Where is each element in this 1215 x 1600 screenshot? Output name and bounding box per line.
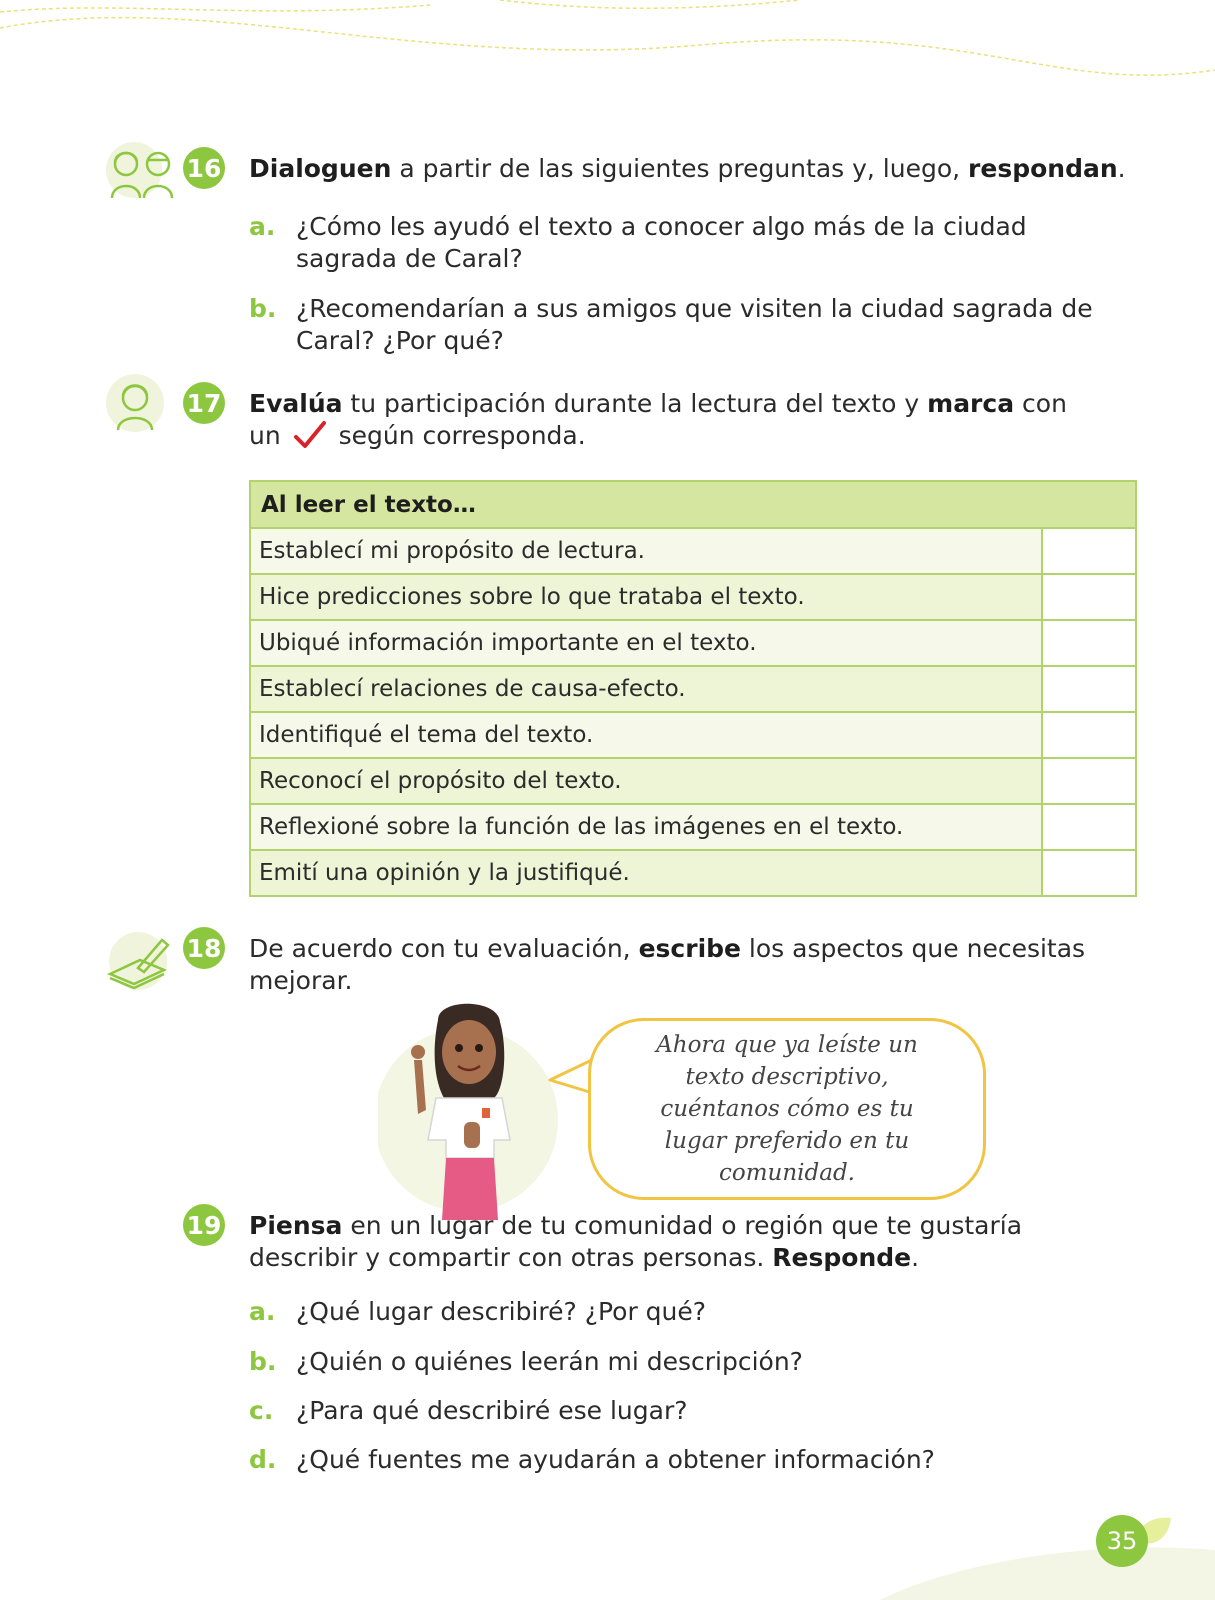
checkbox-cell[interactable] <box>1042 666 1136 712</box>
question-number-16: 16 <box>183 147 225 189</box>
checkbox-cell[interactable] <box>1042 712 1136 758</box>
checkbox-cell[interactable] <box>1042 528 1136 574</box>
question-number-19: 19 <box>183 1204 225 1246</box>
self-evaluation-table <box>249 480 1137 897</box>
bottom-decoration <box>0 1520 1215 1600</box>
checkbox-cell[interactable] <box>1042 758 1136 804</box>
table-row <box>250 712 1136 758</box>
checkbox-cell[interactable] <box>1042 850 1136 896</box>
criterion-cell: Reflexioné sobre la función de las imágenes en el texto. <box>250 804 1042 850</box>
checkbox-cell[interactable] <box>1042 804 1136 850</box>
checkbox-cell[interactable] <box>1042 620 1136 666</box>
individual-student-icon <box>104 372 166 434</box>
question-number-17: 17 <box>183 382 225 424</box>
question-18-stem: De acuerdo con tu evaluación, escribe los aspectos que necesitas mejorar. <box>249 934 1086 995</box>
top-decoration <box>0 0 1215 110</box>
criterion-cell: Reconocí el propósito del texto. <box>250 758 1042 804</box>
table-header: Al leer el texto… <box>250 481 1136 528</box>
criterion-cell: Emití una opinión y la justifiqué. <box>250 850 1042 896</box>
question-16-stem: Dialoguen a partir de las siguientes preguntas y, luego, respondan. <box>249 154 1126 183</box>
criterion-cell: Establecí mi propósito de lectura. <box>250 528 1042 574</box>
table-row <box>250 574 1136 620</box>
table-row <box>250 758 1136 804</box>
criterion-cell: Establecí relaciones de causa-efecto. <box>250 666 1042 712</box>
table-row <box>250 804 1136 850</box>
speech-bubble <box>588 1018 986 1200</box>
checkbox-cell[interactable] <box>1042 574 1136 620</box>
check-mark-icon <box>293 420 327 450</box>
criterion-cell: Identifiqué el tema del texto. <box>250 712 1042 758</box>
table-row <box>250 620 1136 666</box>
criterion-cell: Hice predicciones sobre lo que trataba el texto. <box>250 574 1042 620</box>
speech-bubble-text: Ahora que ya leíste un texto descriptivo, cuéntanos cómo es tu lugar preferido en tu comunidad. <box>656 1032 918 1186</box>
writing-notebook-icon <box>104 930 172 992</box>
table-row <box>250 850 1136 896</box>
table-row <box>250 666 1136 712</box>
pair-dialogue-icon <box>104 140 182 204</box>
question-number-18: 18 <box>183 927 225 969</box>
table-row <box>250 528 1136 574</box>
question-19-stem: Piensa en un lugar de tu comunidad o región que te gustaría describir y compartir con otras personas. Responde. <box>249 1211 1023 1272</box>
page-number: 35 <box>1096 1515 1148 1567</box>
girl-illustration <box>378 1000 568 1220</box>
criterion-cell: Ubiqué información importante en el texto. <box>250 620 1042 666</box>
question-17-stem: Evalúa tu participación durante la lectura del texto y marca con un según corresponda. <box>249 389 1067 450</box>
